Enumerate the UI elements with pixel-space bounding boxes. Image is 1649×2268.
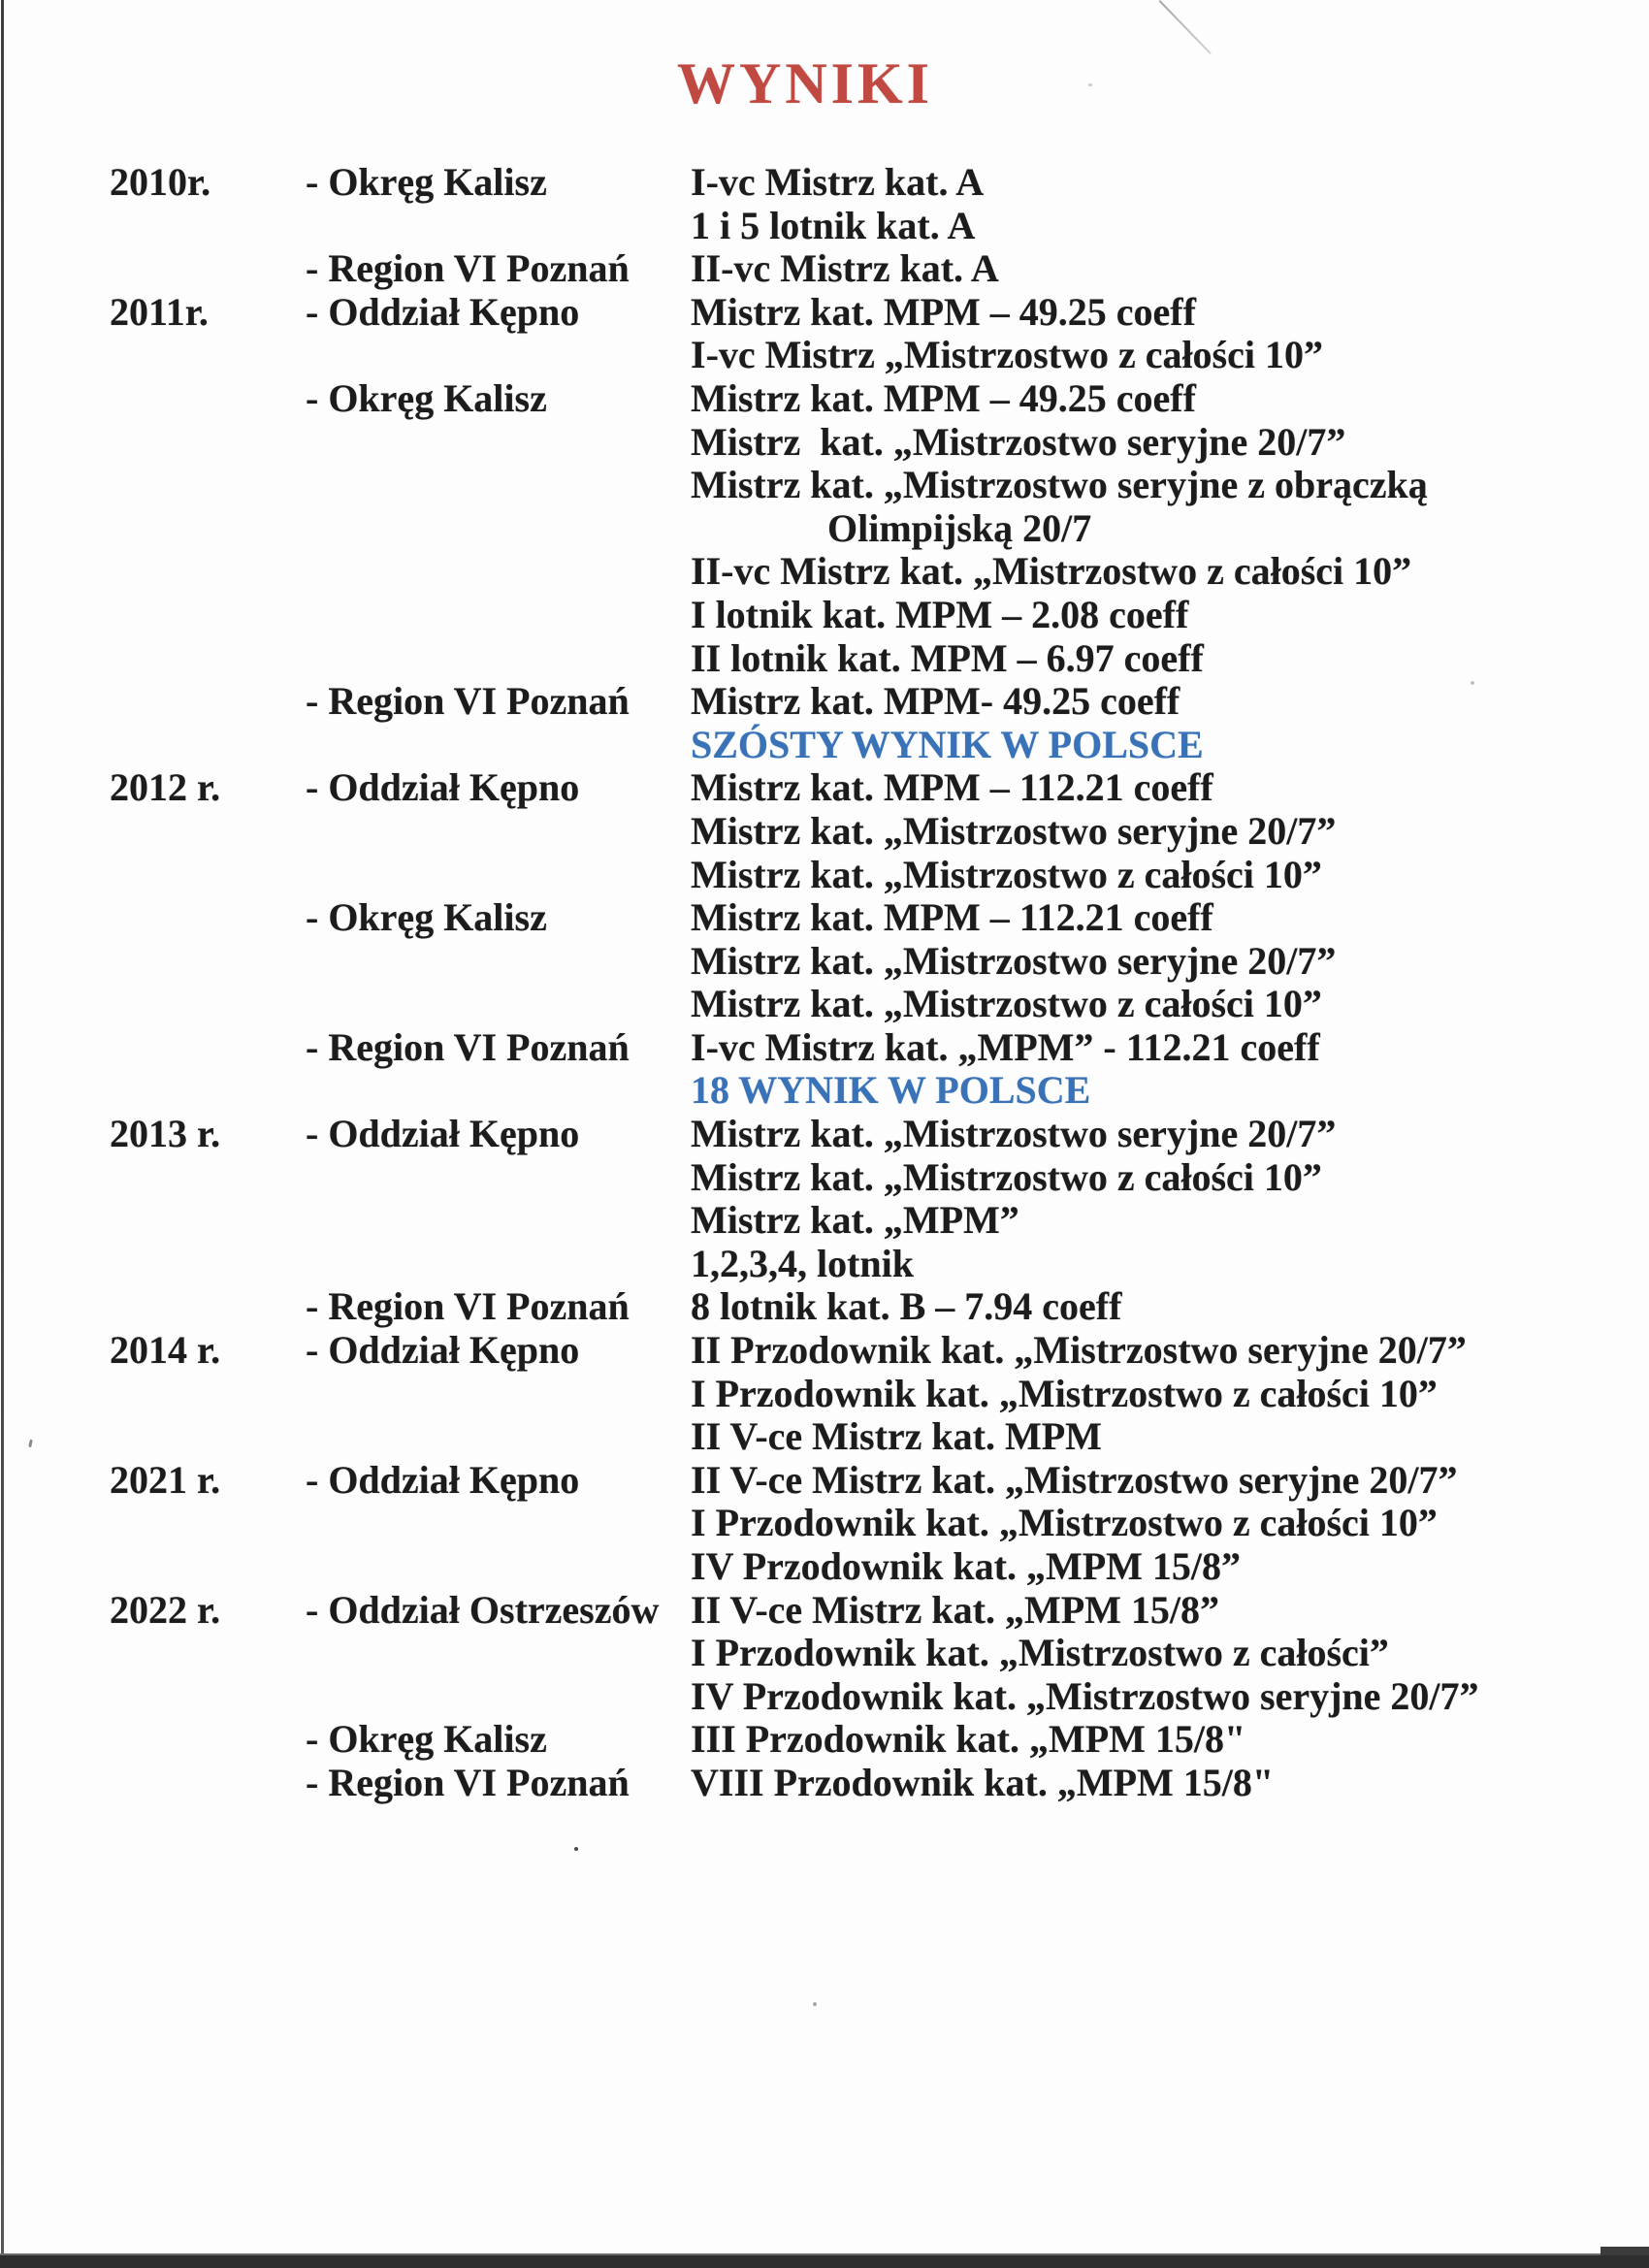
result-text: I lotnik kat. MPM – 2.08 coeff xyxy=(691,592,1189,636)
result-row xyxy=(0,550,1649,594)
result-row xyxy=(0,810,1649,854)
year-label xyxy=(110,421,306,465)
year-label xyxy=(110,940,306,984)
result-text: IV Przodownik kat. „MPM 15/8” xyxy=(691,1544,1242,1588)
region-label xyxy=(306,1502,691,1545)
year-label xyxy=(110,1675,306,1719)
result-row xyxy=(0,940,1649,984)
result-text: I Przodownik kat. „Mistrzostwo z całości” xyxy=(691,1631,1389,1675)
result-row xyxy=(0,291,1649,335)
region-label: - Oddział Ostrzeszów xyxy=(306,1587,660,1632)
year-label xyxy=(110,637,306,681)
result-row xyxy=(0,766,1649,810)
year-label xyxy=(110,464,306,507)
result-row xyxy=(0,594,1649,637)
result-text: VIII Przodownik kat. „MPM 15/8" xyxy=(691,1760,1275,1804)
scan-speck xyxy=(813,2002,817,2006)
result-row xyxy=(0,1459,1649,1503)
region-label xyxy=(306,1373,691,1416)
result-row xyxy=(0,507,1649,551)
region-label xyxy=(306,205,691,248)
region-label: - Oddział Kępno xyxy=(306,1328,580,1373)
scan-scratch xyxy=(1159,0,1212,54)
result-text: 18 WYNIK W POLSCE xyxy=(691,1069,1649,1113)
result-row xyxy=(0,334,1649,377)
result-row xyxy=(0,1589,1649,1633)
region-label xyxy=(306,724,691,767)
year-label xyxy=(110,680,306,724)
year-label xyxy=(110,1199,306,1243)
result-row xyxy=(0,1329,1649,1373)
region-label: - Region VI Poznań xyxy=(306,1760,630,1804)
region-label xyxy=(306,1675,691,1719)
region-label: - Region VI Poznań xyxy=(306,1284,630,1329)
region-label xyxy=(306,810,691,854)
year-label xyxy=(110,1415,306,1459)
result-row xyxy=(0,1762,1649,1805)
result-row xyxy=(0,1113,1649,1156)
result-row xyxy=(0,1026,1649,1070)
year-label xyxy=(110,205,306,248)
region-label xyxy=(306,1199,691,1243)
region-label xyxy=(306,421,691,465)
result-text: II lotnik kat. MPM – 6.97 coeff xyxy=(691,635,1204,680)
year-label xyxy=(110,550,306,594)
region-label xyxy=(306,594,691,637)
result-text: II V-ce Mistrz kat. „Mistrzostwo seryjne 20/7” xyxy=(691,1457,1458,1502)
region-label xyxy=(306,464,691,507)
result-row xyxy=(0,896,1649,940)
result-row xyxy=(0,464,1649,507)
region-label: - Region VI Poznań xyxy=(306,1024,630,1069)
result-row xyxy=(0,1243,1649,1286)
region-label xyxy=(306,550,691,594)
result-row xyxy=(0,1675,1649,1719)
year-label xyxy=(110,377,306,421)
region-label: - Okręg Kalisz xyxy=(306,375,547,420)
year-label xyxy=(110,983,306,1026)
result-row xyxy=(0,421,1649,465)
result-row xyxy=(0,1718,1649,1762)
region-label: - Okręg Kalisz xyxy=(306,895,547,940)
region-label xyxy=(306,1156,691,1200)
result-text: 1 i 5 lotnik kat. A xyxy=(691,203,976,247)
result-row xyxy=(0,377,1649,421)
result-text: SZÓSTY WYNIK W POLSCE xyxy=(691,724,1649,767)
year-label xyxy=(110,810,306,854)
year-label xyxy=(110,1156,306,1200)
year-label xyxy=(110,594,306,637)
result-text: Mistrz kat. „Mistrzostwo seryjne 20/7” xyxy=(691,938,1337,983)
result-text: I-vc Mistrz kat. „MPM” - 112.21 coeff xyxy=(691,1024,1320,1069)
year-label xyxy=(110,507,306,551)
result-text: Mistrz kat. „MPM” xyxy=(691,1198,1019,1243)
result-row xyxy=(0,724,1649,767)
year-label xyxy=(110,1718,306,1762)
result-text: II Przodownik kat. „Mistrzostwo seryjne 20/7” xyxy=(691,1328,1467,1373)
region-label: - Okręg Kalisz xyxy=(306,1717,547,1762)
result-row xyxy=(0,1415,1649,1459)
result-text: I-vc Mistrz kat. A xyxy=(691,160,985,204)
year-label xyxy=(110,1545,306,1589)
region-label xyxy=(306,940,691,984)
year-label xyxy=(110,247,306,291)
year-label xyxy=(110,1069,306,1113)
scan-edge-bottom-step xyxy=(1600,2247,1649,2255)
result-row xyxy=(0,161,1649,205)
region-label xyxy=(306,1545,691,1589)
year-label xyxy=(110,896,306,940)
scan-speck xyxy=(574,1847,578,1851)
year-label xyxy=(110,854,306,897)
result-row xyxy=(0,637,1649,681)
region-label xyxy=(306,1632,691,1675)
result-text: I Przodownik kat. „Mistrzostwo z całości 10” xyxy=(691,1501,1438,1545)
result-text: Mistrz kat. MPM – 112.21 coeff xyxy=(691,765,1213,810)
year-label: 2022 r. xyxy=(110,1587,221,1632)
region-label xyxy=(306,334,691,377)
result-row xyxy=(0,1069,1649,1113)
year-label xyxy=(110,1026,306,1070)
result-text: II-vc Mistrz kat. A xyxy=(691,246,999,291)
region-label xyxy=(306,854,691,897)
year-label xyxy=(110,1243,306,1286)
year-label: 2014 r. xyxy=(110,1328,221,1373)
region-label: - Oddział Kępno xyxy=(306,765,580,810)
result-text: 1,2,3,4, lotnik xyxy=(691,1241,915,1285)
region-label xyxy=(306,983,691,1026)
result-text: Mistrz kat. „Mistrzostwo seryjne 20/7” xyxy=(691,419,1346,464)
result-row xyxy=(0,1199,1649,1243)
result-text: II V-ce Mistrz kat. MPM xyxy=(691,1414,1102,1459)
result-row xyxy=(0,1285,1649,1329)
year-label: 2013 r. xyxy=(110,1112,221,1156)
result-row xyxy=(0,1502,1649,1545)
result-text: Mistrz kat. „Mistrzostwo seryjne z obrączką xyxy=(691,463,1428,507)
result-text: Olimpijską 20/7 xyxy=(827,505,1092,550)
region-label xyxy=(306,1243,691,1286)
results-table xyxy=(0,161,1649,1805)
result-text: Mistrz kat. „Mistrzostwo seryjne 20/7” xyxy=(691,1112,1337,1156)
result-text: Mistrz kat. MPM – 49.25 coeff xyxy=(691,375,1196,420)
region-label xyxy=(306,1069,691,1113)
result-row xyxy=(0,1156,1649,1200)
year-label: 2012 r. xyxy=(110,765,221,810)
region-label: - Region VI Poznań xyxy=(306,679,630,724)
year-label xyxy=(110,1373,306,1416)
year-label xyxy=(110,1632,306,1675)
result-row xyxy=(0,854,1649,897)
result-row xyxy=(0,983,1649,1026)
result-text: II V-ce Mistrz kat. „MPM 15/8” xyxy=(691,1587,1220,1632)
result-text: Mistrz kat. „Mistrzostwo z całości 10” xyxy=(691,982,1322,1026)
region-label xyxy=(306,1415,691,1459)
result-text: Mistrz kat. MPM – 112.21 coeff xyxy=(691,895,1213,940)
result-text: Mistrz kat. „Mistrzostwo seryjne 20/7” xyxy=(691,808,1337,853)
result-text: Mistrz kat. „Mistrzostwo z całości 10” xyxy=(691,1154,1322,1199)
region-label: - Oddział Kępno xyxy=(306,289,580,334)
year-label: 2011r. xyxy=(110,289,209,334)
region-label: - Region VI Poznań xyxy=(306,246,630,291)
result-text: III Przodownik kat. „MPM 15/8" xyxy=(691,1717,1246,1762)
result-row xyxy=(0,1373,1649,1416)
result-row xyxy=(0,247,1649,291)
result-text: I-vc Mistrz „Mistrzostwo z całości 10” xyxy=(691,333,1323,377)
region-label: - Okręg Kalisz xyxy=(306,160,547,204)
year-label xyxy=(110,334,306,377)
scan-edge-bottom xyxy=(0,2253,1649,2268)
region-label xyxy=(306,637,691,681)
result-text: Mistrz kat. MPM- 49.25 coeff xyxy=(691,679,1180,724)
region-label: - Oddział Kępno xyxy=(306,1112,580,1156)
year-label xyxy=(110,724,306,767)
result-text: IV Przodownik kat. „Mistrzostwo seryjne 20/7” xyxy=(691,1673,1479,1718)
result-text: 8 lotnik kat. B – 7.94 coeff xyxy=(691,1284,1122,1329)
result-row xyxy=(0,1545,1649,1589)
year-label xyxy=(110,1285,306,1329)
result-text: II-vc Mistrz kat. „Mistrzostwo z całości 10” xyxy=(691,549,1412,594)
result-row xyxy=(0,680,1649,724)
year-label: 2010r. xyxy=(110,160,211,204)
result-text: Mistrz kat. „Mistrzostwo z całości 10” xyxy=(691,852,1322,896)
year-label xyxy=(110,1762,306,1805)
region-label xyxy=(306,507,691,551)
year-label xyxy=(110,1502,306,1545)
result-text: Mistrz kat. MPM – 49.25 coeff xyxy=(691,289,1196,334)
page-title: WYNIKI xyxy=(676,51,934,115)
result-text: I Przodownik kat. „Mistrzostwo z całości 10” xyxy=(691,1371,1438,1415)
result-row xyxy=(0,205,1649,248)
year-label: 2021 r. xyxy=(110,1457,221,1502)
region-label: - Oddział Kępno xyxy=(306,1457,580,1502)
result-row xyxy=(0,1632,1649,1675)
